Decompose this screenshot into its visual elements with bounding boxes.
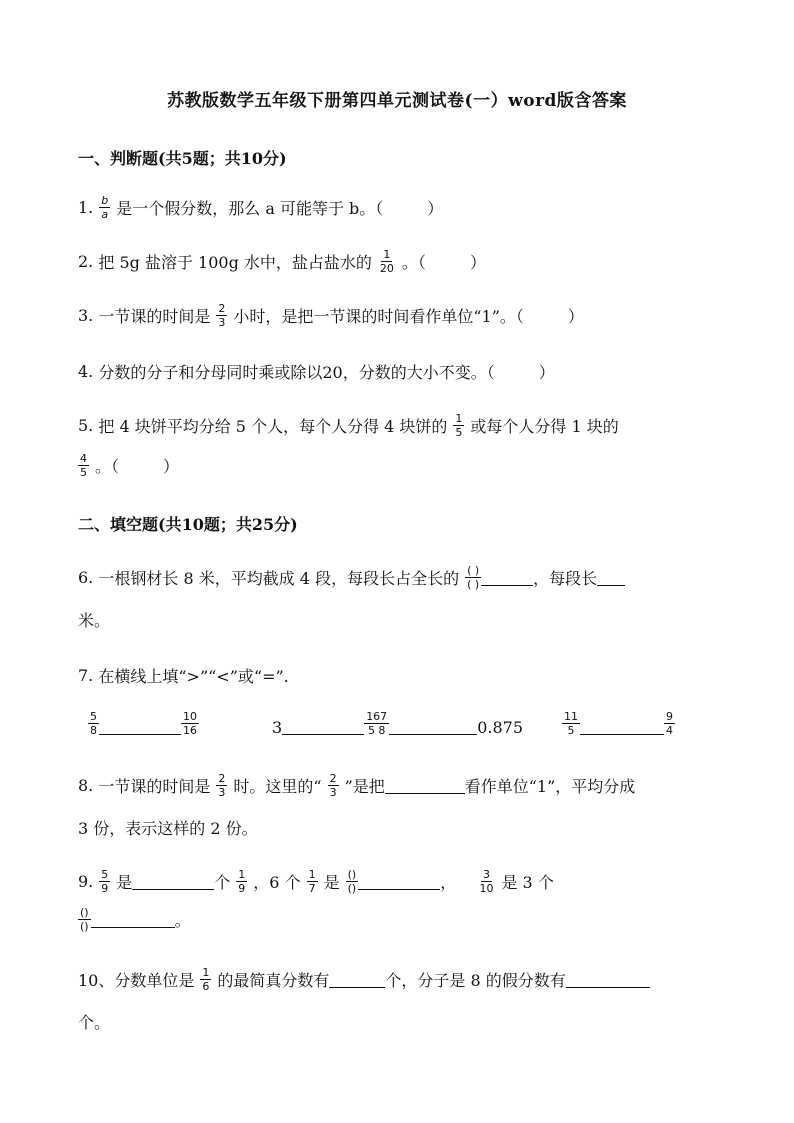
numerator: 1: [238, 868, 246, 881]
question-number: 4.: [78, 362, 94, 381]
fraction-blank[interactable]: [346, 868, 359, 895]
fraction-2-3-quoted: [328, 772, 339, 799]
numerator: 1: [202, 966, 210, 979]
fraction-1-5: [453, 412, 464, 439]
comparison-2: [272, 710, 523, 737]
paren-close: ）: [567, 307, 584, 326]
question-number: 5.: [78, 416, 94, 435]
answer-blank[interactable]: [91, 911, 175, 928]
fraction-blank[interactable]: [465, 564, 481, 591]
fraction-11-5: [562, 710, 580, 737]
question-tail: 。（: [401, 253, 426, 272]
question-text: 分数的分子和分母同时乘或除以20，分数的大小不变。（: [98, 363, 495, 382]
denominator: 9: [101, 882, 109, 895]
denominator: 5: [567, 724, 575, 737]
question-2: [78, 248, 486, 275]
text-segment: 是: [116, 873, 133, 892]
question-7: [78, 664, 289, 687]
compare-blank[interactable]: [282, 718, 364, 735]
question-10: [78, 966, 650, 993]
question-number: 8.: [78, 776, 94, 795]
question-text: 一根钢材长 8 米，平均截成 4 段，每段长占全长的: [98, 569, 460, 588]
answer-blank[interactable]: [132, 873, 214, 890]
question-mid: 时。这里的“: [233, 777, 322, 796]
numerator: 9: [666, 710, 673, 723]
answer-blank[interactable]: [329, 971, 385, 988]
numerator: 1: [308, 868, 316, 881]
denominator: 5 8: [367, 724, 386, 737]
question-1: [78, 194, 443, 221]
question-3: [78, 302, 584, 329]
numerator: (): [347, 868, 357, 881]
question-number: 2.: [78, 252, 94, 271]
fraction-2-3: [216, 772, 227, 799]
question-10-line-2: [78, 1010, 110, 1033]
answer-blank[interactable]: [358, 873, 440, 890]
question-mid: ，每段长: [533, 569, 598, 588]
answer-blank[interactable]: [481, 569, 533, 586]
question-mid: 的最简真分数有: [217, 971, 330, 990]
denominator: 9: [238, 882, 246, 895]
numerator: 2: [218, 302, 226, 315]
question-5: [78, 412, 619, 439]
question-text: 把 4 块饼平均分给 5 个人，每个人分得 4 块饼的: [98, 417, 448, 436]
denominator: 3: [218, 786, 226, 799]
question-tail: 。（: [95, 457, 120, 476]
question-9: [78, 868, 554, 895]
text-segment: ，6 个: [253, 873, 301, 892]
text-segment: 。: [174, 911, 191, 930]
question-tail: 小时，是把一节课的时间看作单位“1”。（: [233, 307, 524, 326]
numerator: 5: [90, 710, 97, 723]
denominator: 8: [90, 724, 97, 737]
question-text: 把 5g 盐溶于 100g 水中，盐占盐水的: [98, 253, 372, 272]
fraction-4-5: [78, 452, 89, 479]
question-mid-2: ”是把: [344, 777, 385, 796]
question-6: [78, 564, 625, 591]
question-6-line-2: [78, 608, 110, 631]
question-number: 6.: [78, 568, 94, 587]
numerator: 4: [80, 452, 87, 465]
compare-blank[interactable]: [580, 718, 664, 735]
question-line-2: 个。: [78, 1013, 111, 1032]
numerator: 10: [183, 710, 197, 723]
numerator: 3: [482, 868, 490, 881]
numerator: 5: [101, 868, 109, 881]
answer-blank[interactable]: [597, 569, 625, 586]
denominator: 5: [455, 426, 463, 439]
denominator: 7: [308, 882, 316, 895]
denominator: 20: [379, 262, 394, 275]
denominator: 3: [329, 786, 337, 799]
numerator: 1: [455, 412, 463, 425]
denominator: 6: [202, 980, 210, 993]
question-mid-2: 个，分子是 8 的假分数有: [385, 971, 566, 990]
fraction-1-9: [236, 868, 247, 895]
denominator: ( ): [467, 578, 480, 591]
question-line-2: 3 份，表示这样的 2 份。: [78, 819, 258, 838]
answer-blank[interactable]: [385, 777, 465, 794]
paren-close: ）: [163, 457, 180, 476]
question-text: 一节课的时间是: [98, 307, 211, 326]
question-8-line-2: [78, 816, 258, 839]
question-text: 是一个假分数，那么 a 可能等于 b。（: [116, 199, 384, 218]
numerator: 1: [383, 248, 391, 261]
question-tail: 米。: [78, 611, 111, 630]
question-text: 分数单位是: [114, 971, 195, 990]
comparison-3: [562, 710, 675, 737]
question-8: [78, 772, 635, 799]
question-number: 3.: [78, 306, 94, 325]
question-mid: 或每个人分得 1 块的: [470, 417, 619, 436]
compare-value: 3: [272, 718, 283, 737]
page-title: 苏教版数学五年级下册第四单元测试卷(一）word版含答案: [167, 91, 627, 111]
numerator: 11: [564, 710, 578, 723]
paren-close: ）: [538, 363, 555, 382]
question-number: 1.: [78, 198, 94, 217]
fraction-167-58: [364, 710, 389, 737]
fraction-2-3: [216, 302, 227, 329]
question-4: [78, 360, 555, 383]
fraction-3-10: [477, 868, 495, 895]
question-text: 在横线上填“>”“<”或“=”.: [98, 667, 289, 686]
denominator: 16: [183, 724, 197, 737]
numerator: 2: [218, 772, 226, 785]
question-number: 7.: [78, 666, 94, 685]
fraction-9-4: [664, 710, 675, 737]
text-segment: 是 3 个: [501, 873, 554, 892]
paren-close: ）: [427, 199, 444, 218]
fraction-1-20: [378, 248, 396, 275]
question-5-line-2: [78, 452, 179, 479]
question-tail: 看作单位“1”，平均分成: [464, 777, 636, 796]
fraction-5-8: [88, 710, 99, 737]
question-number: 9.: [78, 872, 94, 891]
comparison-1: [88, 710, 199, 737]
denominator: 10: [479, 882, 494, 895]
text-segment: 是: [323, 873, 340, 892]
numerator: (): [80, 906, 89, 919]
denominator: 4: [666, 724, 673, 737]
denominator: (): [347, 882, 357, 895]
fraction-1-6: [200, 966, 211, 993]
question-number: 10、: [78, 971, 115, 990]
compare-value: 0.875: [477, 718, 523, 737]
compare-blank[interactable]: [99, 718, 181, 735]
denominator: a: [101, 208, 109, 221]
answer-blank[interactable]: [566, 971, 650, 988]
numerator: b: [101, 194, 109, 207]
text-segment: 个: [214, 873, 231, 892]
denominator: (): [80, 920, 89, 933]
numerator: ( ): [467, 564, 480, 577]
fraction-10-16: [181, 710, 199, 737]
fraction-1-7: [307, 868, 318, 895]
numerator: 167: [366, 710, 388, 723]
text-segment: ，: [440, 873, 457, 892]
fraction-b-over-a: [99, 194, 110, 221]
compare-blank[interactable]: [389, 718, 477, 735]
fraction-5-9: [99, 868, 110, 895]
section-heading-judgement: 一、判断题(共5题；共10分): [78, 149, 287, 168]
paren-close: ）: [469, 253, 486, 272]
section-heading-fill-blank: 二、填空题(共10题；共25分): [78, 515, 298, 534]
numerator: 2: [329, 772, 337, 785]
question-text: 一节课的时间是: [98, 777, 211, 796]
denominator: 5: [80, 466, 87, 479]
question-9-line-2: [78, 906, 191, 933]
fraction-blank[interactable]: [78, 906, 91, 933]
denominator: 3: [218, 316, 226, 329]
